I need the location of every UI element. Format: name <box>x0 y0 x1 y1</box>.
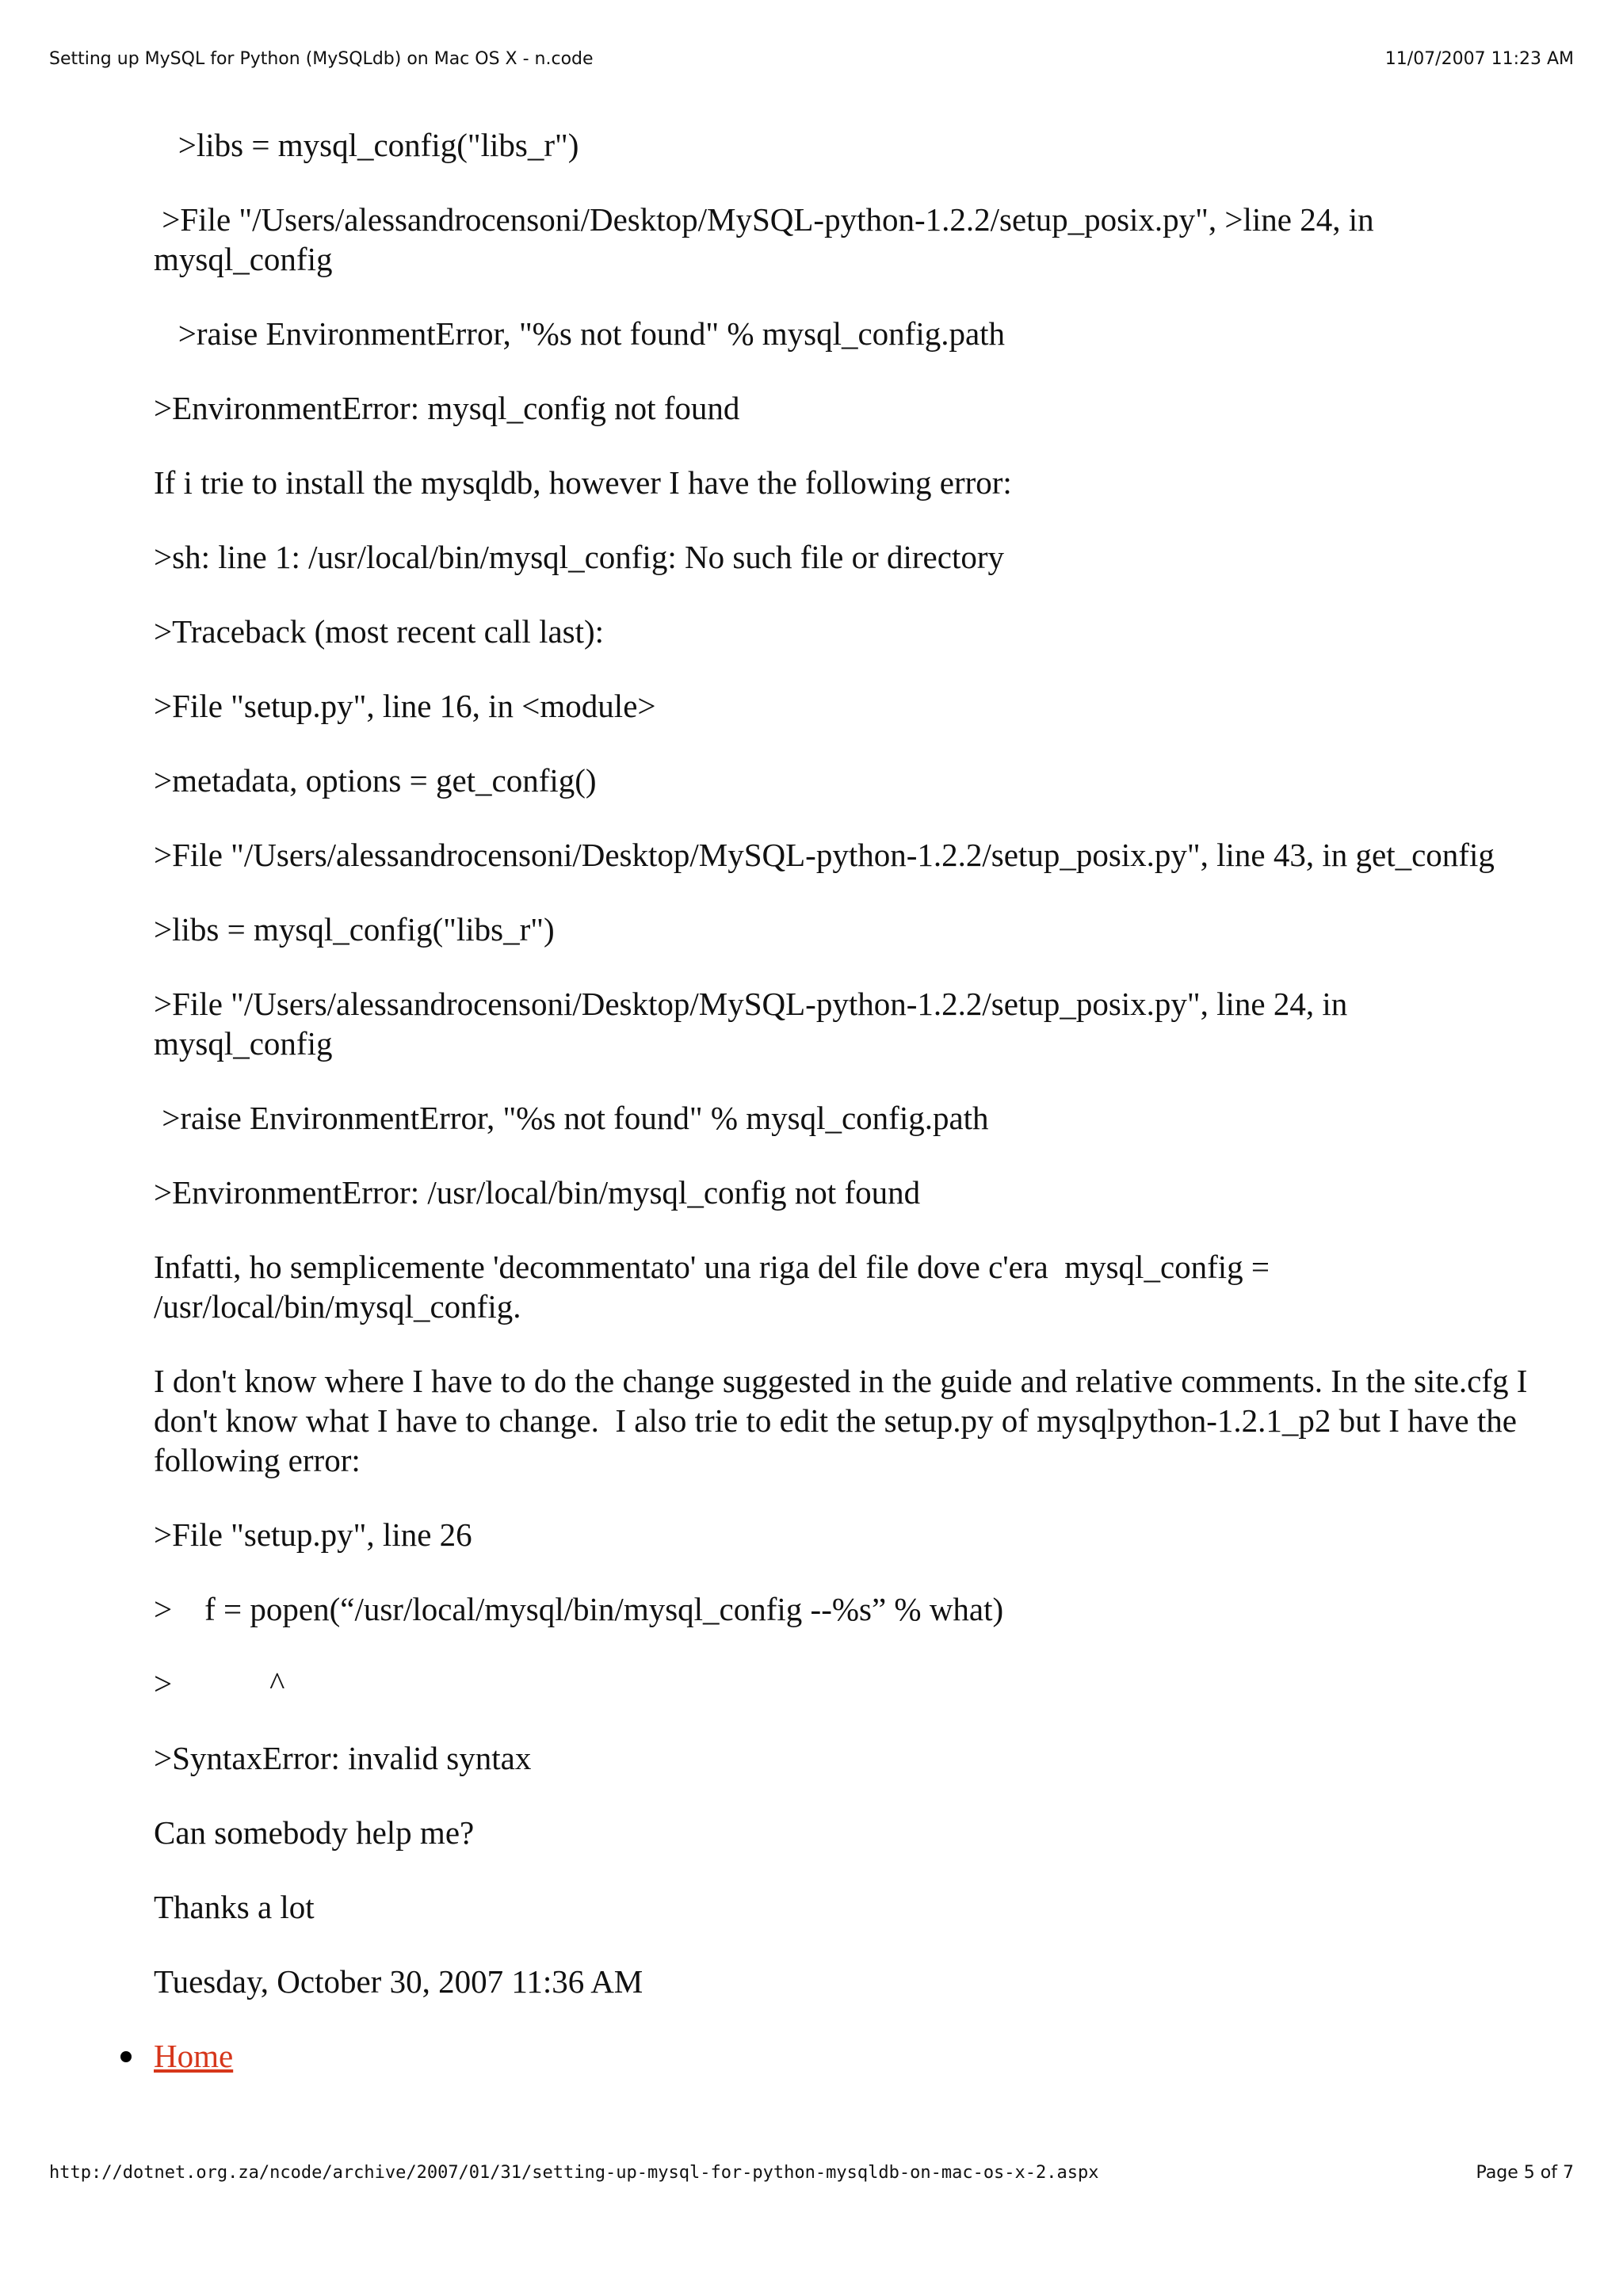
comment-line: >libs = mysql_config("libs_r") <box>154 127 579 163</box>
print-footer <box>49 2163 1574 2183</box>
comment-line: > ^ <box>154 1665 285 1702</box>
comment-line: >sh: line 1: /usr/local/bin/mysql_config: No such file or directory <box>154 539 1004 575</box>
comment-line: >EnvironmentError: mysql_config not found <box>154 390 740 426</box>
comment-line: >raise EnvironmentError, "%s not found" % mysql_config.path <box>154 1100 989 1136</box>
page-number: Page 5 of 7 <box>1476 2163 1574 2183</box>
comment-body <box>154 125 1536 2076</box>
comment-line: >EnvironmentError: /usr/local/bin/mysql_config not found <box>154 1174 921 1211</box>
comment-line: >libs = mysql_config("libs_r") <box>154 911 555 948</box>
nav-item-home <box>154 2036 1533 2076</box>
comment-line: >raise EnvironmentError, "%s not found" % mysql_config.path <box>154 315 1006 352</box>
comment-line: >SyntaxError: invalid syntax <box>154 1740 532 1776</box>
comment-line: >File "setup.py", line 16, in <module> <box>154 688 656 724</box>
comment-line: >File "/Users/alessandrocensoni/Desktop/MySQL-python-1.2.2/setup_posix.py", line 43, in get_config <box>154 837 1495 873</box>
footer-nav <box>154 2036 1533 2076</box>
page-url: http://dotnet.org.za/ncode/archive/2007/01/31/setting-up-mysql-for-python-mysqldb-on-mac-os-x-2.aspx <box>49 2163 1099 2183</box>
comment-line: >File "/Users/alessandrocensoni/Desktop/MySQL-python-1.2.2/setup_posix.py", line 24, in mysql_config <box>154 986 1356 1062</box>
comment-line: >File "/Users/alessandrocensoni/Desktop/MySQL-python-1.2.2/setup_posix.py", >line 24, in mysql_config <box>154 201 1382 277</box>
comment-line: If i trie to install the mysqldb, however I have the following error: <box>154 464 1012 501</box>
comment-line: I don't know where I have to do the change suggested in the guide and relative comments. In the site.cfg I don't know what I have to change. I also trie to edit the setup.py of mysqlpython-1.2.1_p2 but I have the following error: <box>154 1363 1536 1478</box>
comment-line: Can somebody help me? <box>154 1814 475 1851</box>
comment-line: >File "setup.py", line 26 <box>154 1516 472 1553</box>
home-link[interactable]: Home <box>154 2038 234 2074</box>
comment-line: > f = popen(“/usr/local/mysql/bin/mysql_config --%s” % what) <box>154 1591 1004 1627</box>
comment-line: >Traceback (most recent call last): <box>154 613 605 650</box>
comment-line: >metadata, options = get_config() <box>154 762 597 799</box>
comment-timestamp: Tuesday, October 30, 2007 11:36 AM <box>154 1963 643 2000</box>
comment-line: Infatti, ho semplicemente 'decommentato' una riga del file dove c'era mysql_config = /usr/local/bin/mysql_config. <box>154 1249 1278 1325</box>
print-header <box>49 49 1574 69</box>
page-title: Setting up MySQL for Python (MySQLdb) on Mac OS X - n.code <box>49 49 594 69</box>
print-datetime: 11/07/2007 11:23 AM <box>1384 49 1574 69</box>
comment-line: Thanks a lot <box>154 1889 315 1925</box>
